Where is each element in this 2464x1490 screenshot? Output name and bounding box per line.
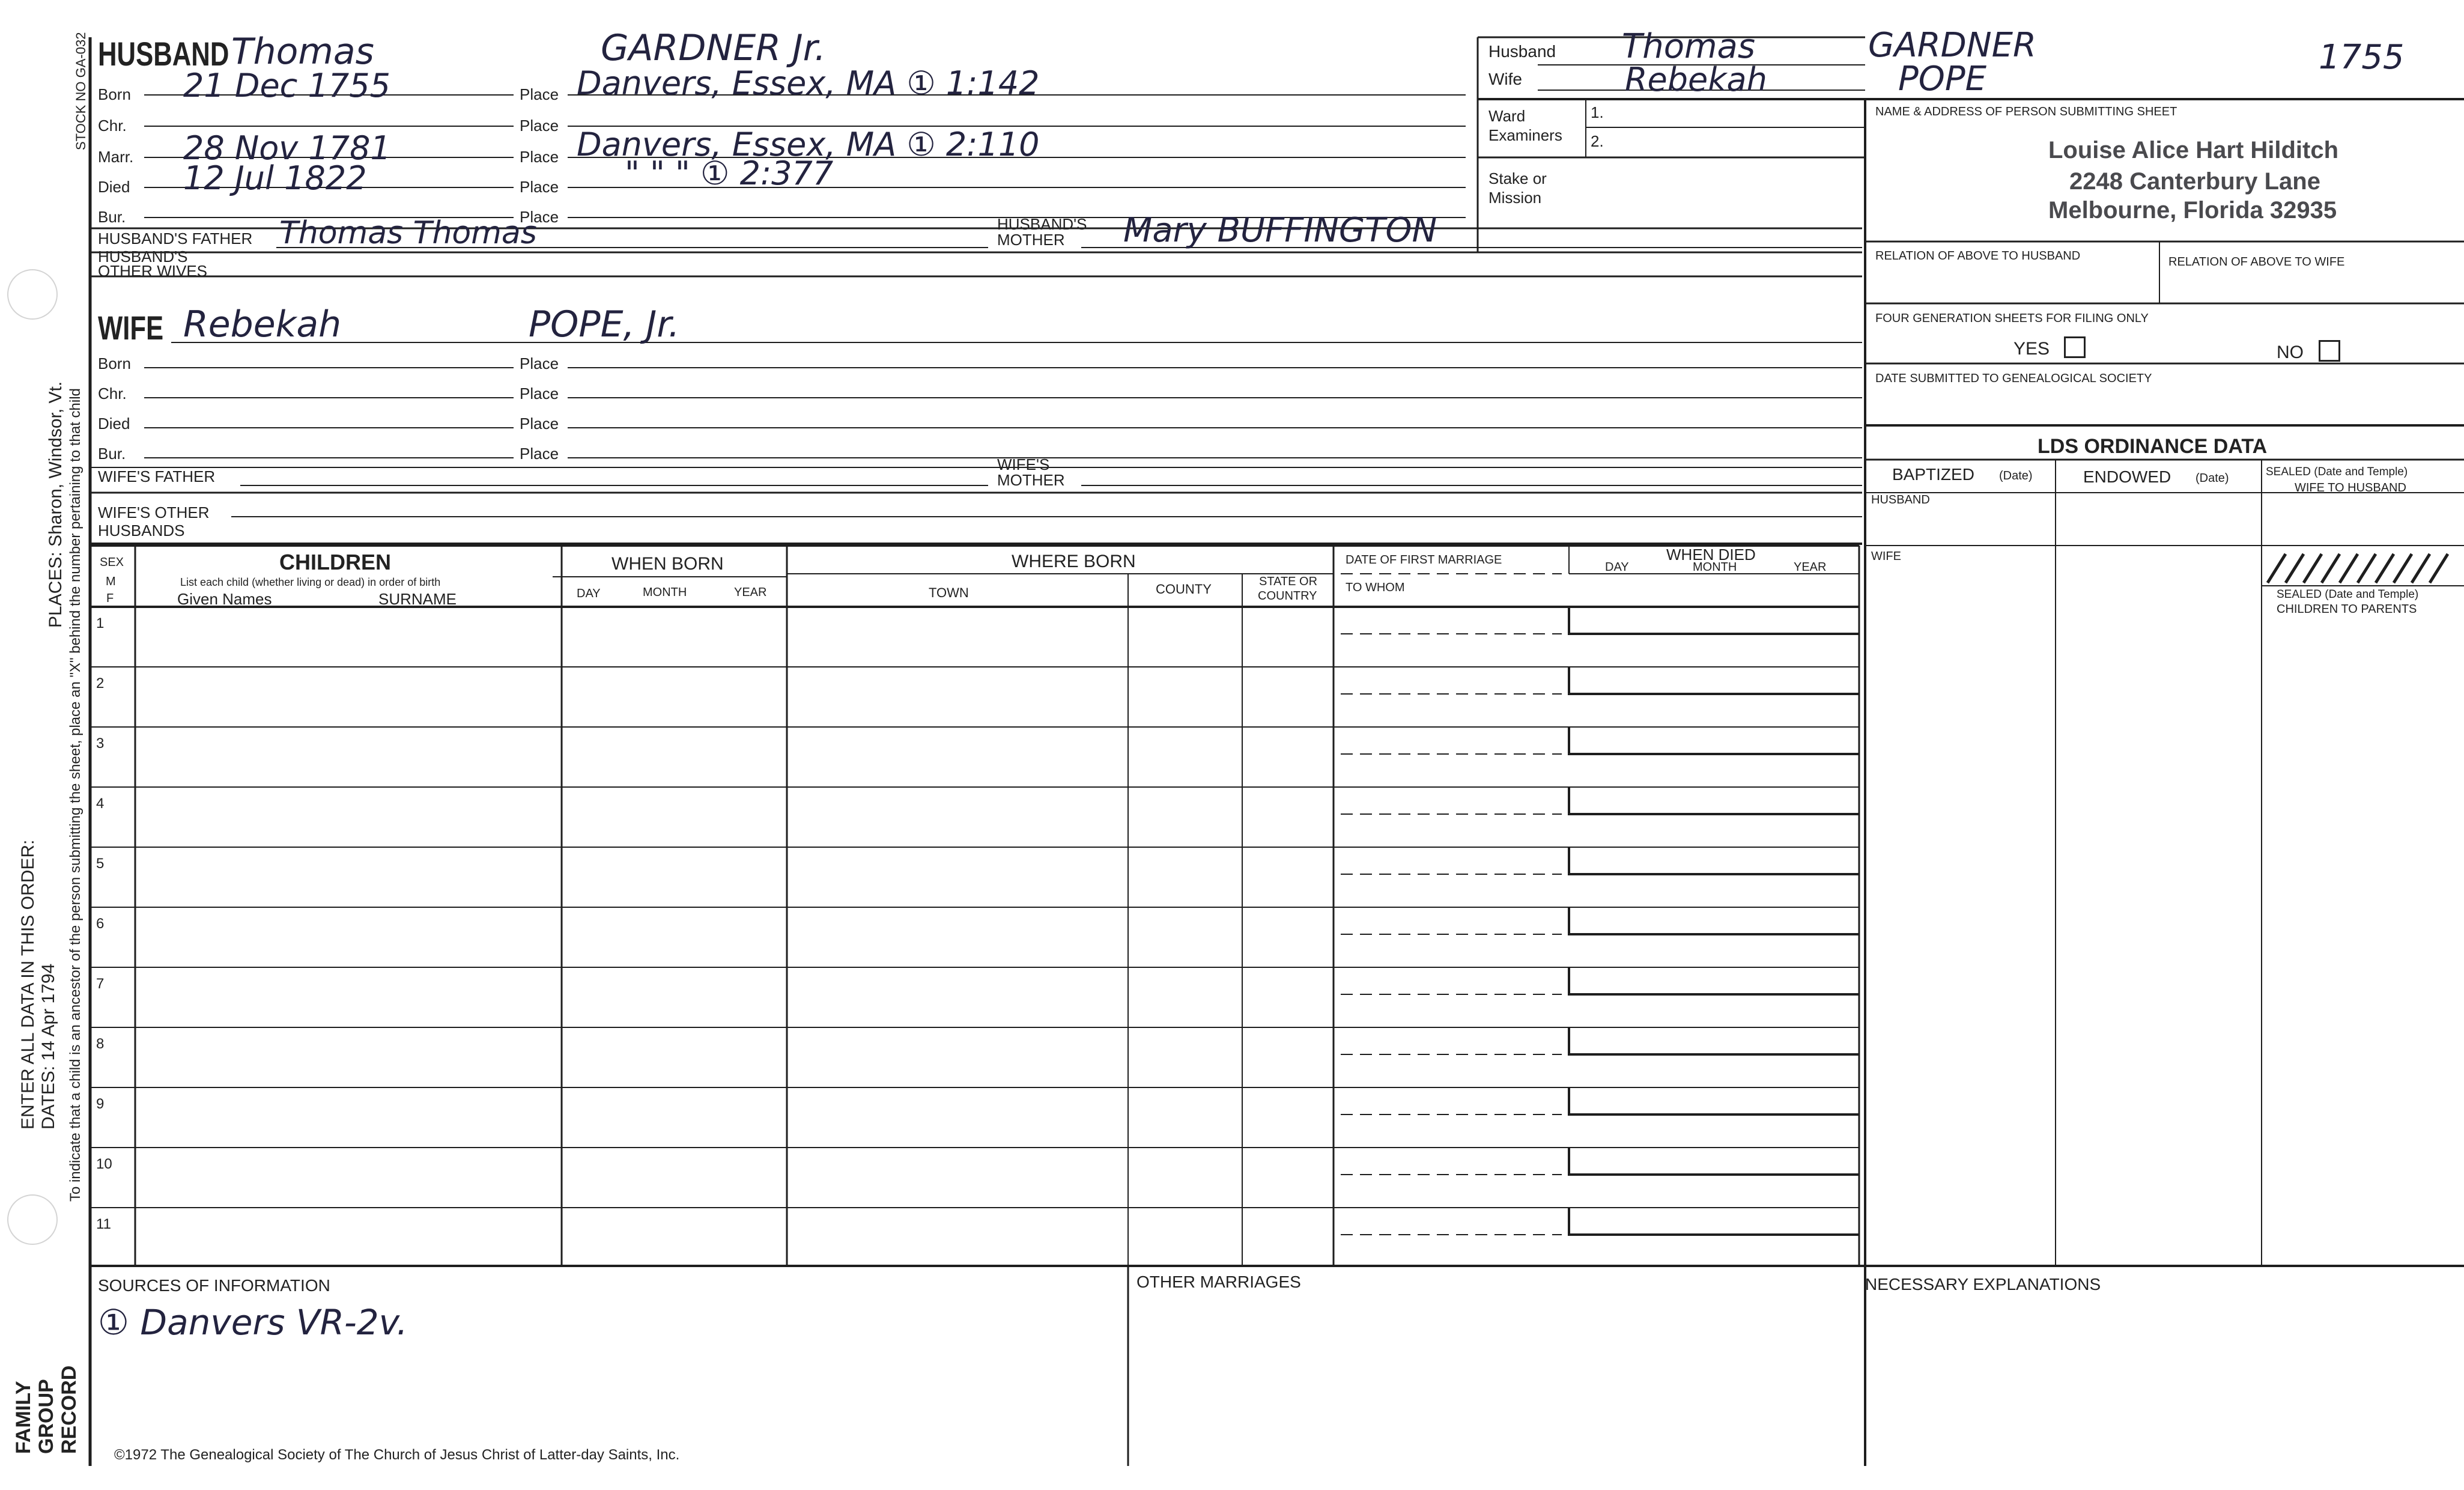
given-names-header: Given Names <box>177 590 272 608</box>
ward-label-2: Examiners <box>1488 126 1562 144</box>
husband-mother-label-2: MOTHER <box>997 231 1065 249</box>
children-title: CHILDREN <box>279 550 391 574</box>
where-born-header: WHERE BORN <box>1012 552 1136 571</box>
baptized-label: BAPTIZED <box>1892 465 1974 484</box>
husband-father-label: HUSBAND'S FATHER <box>98 230 253 248</box>
first-marriage-header: DATE OF FIRST MARRIAGE <box>1346 553 1502 567</box>
examiner-1-label: 1. <box>1591 103 1604 121</box>
stock-number: STOCK NO GA-032 <box>73 32 88 150</box>
husband-born-label: Born <box>98 85 131 103</box>
examiner-2-label: 2. <box>1591 132 1604 150</box>
husband-other-wives-label-1: HUSBAND'S <box>98 248 188 266</box>
husband-father-name: Thomas Thomas <box>279 215 537 251</box>
sex-f-label: F <box>106 592 114 605</box>
wife-bur-label: Bur. <box>98 445 126 463</box>
husband-marr-place: Danvers, Essex, MA ① 2:110 <box>577 126 1040 163</box>
places-instruction: PLACES: Sharon, Windsor, Vt. <box>46 381 65 628</box>
children-instruction: List each child (whether living or dead) in order of birth <box>180 576 441 588</box>
child-row-number: 7 <box>96 976 105 992</box>
husband-born-date: 21 Dec 1755 <box>183 67 390 105</box>
child-row-number: 2 <box>96 675 105 692</box>
copyright-notice: ©1972 The Genealogical Society of The Church of Jesus Christ of Latter-day Saints, Inc. <box>114 1447 680 1463</box>
died-year-header: YEAR <box>1794 561 1827 574</box>
sex-label: SEX <box>100 556 124 569</box>
husband-died-label: Died <box>98 178 130 196</box>
ward-label-1: Ward <box>1488 107 1526 125</box>
wife-father-label: WIFE'S FATHER <box>98 467 216 485</box>
necessary-explanations-label: NECESSARY EXPLANATIONS <box>1865 1275 2101 1294</box>
four-generation-label: FOUR GENERATION SHEETS FOR FILING ONLY <box>1875 312 2149 325</box>
wife-mother-label-1: WIFE'S <box>997 455 1050 473</box>
no-checkbox[interactable] <box>2319 340 2340 362</box>
when-born-header: WHEN BORN <box>611 554 724 574</box>
born-month-header: MONTH <box>643 586 687 599</box>
state-header-2: COUNTRY <box>1258 589 1317 603</box>
dates-instruction: DATES: 14 Apr 1794 <box>38 963 58 1130</box>
index-wife-given: Rebekah <box>1625 61 1767 99</box>
sealed-wife-label-1: SEALED (Date and Temple) <box>2266 466 2408 478</box>
husband-died-place: " " " ① 2:377 <box>625 154 834 192</box>
index-wife-label: Wife <box>1488 70 1522 88</box>
husband-given-name: Thomas <box>231 31 374 73</box>
county-header: COUNTY <box>1156 582 1212 597</box>
no-label: NO <box>2277 342 2304 362</box>
form-title-group: GROUP <box>35 1379 58 1454</box>
husband-died-place-label: Place <box>520 178 559 196</box>
stake-label-2: Mission <box>1488 189 1542 207</box>
lds-title: LDS ORDINANCE DATA <box>2038 435 2268 458</box>
index-husband-given: Thomas <box>1622 27 1756 66</box>
died-day-header: DAY <box>1605 561 1629 574</box>
to-whom-header: TO WHOM <box>1346 581 1405 594</box>
form-title-family: FAMILY <box>12 1381 35 1454</box>
husband-born-place-label: Place <box>520 85 559 103</box>
submitter-street: 2248 Canterbury Lane <box>2069 168 2320 195</box>
husband-bur-label: Bur. <box>98 208 126 226</box>
sealed-children-label-1: SEALED (Date and Temple) <box>2277 588 2419 601</box>
lds-wife-label: WIFE <box>1871 550 1901 563</box>
wife-heading: WIFE <box>98 309 164 347</box>
sources-text: ① Danvers VR-2v. <box>98 1302 408 1343</box>
child-row-number: 9 <box>96 1096 105 1112</box>
baptized-date-label: (Date) <box>1999 469 2033 482</box>
child-row-number: 10 <box>96 1156 112 1172</box>
husband-bur-place-label: Place <box>520 208 559 226</box>
husband-marr-date: 28 Nov 1781 <box>183 129 391 167</box>
husband-marr-place-label: Place <box>520 148 559 166</box>
index-wife-surname: POPE <box>1898 59 1986 99</box>
wife-died-label: Died <box>98 415 130 433</box>
relation-to-wife-label: RELATION OF ABOVE TO WIFE <box>2168 255 2345 269</box>
town-header: TOWN <box>929 585 969 600</box>
when-died-header: WHEN DIED <box>1666 546 1756 564</box>
lds-husband-label: HUSBAND <box>1871 493 1930 506</box>
husband-died-date: 12 Jul 1822 <box>183 159 367 197</box>
submitter-city: Melbourne, Florida 32935 <box>2048 197 2337 224</box>
binder-hole-top <box>7 269 58 320</box>
wife-other-husbands-label-1: WIFE'S OTHER <box>98 503 210 522</box>
husband-marr-label: Marr. <box>98 148 134 166</box>
date-submitted-label: DATE SUBMITTED TO GENEALOGICAL SOCIETY <box>1875 372 2152 385</box>
wife-surname: POPE, Jr. <box>529 303 680 345</box>
child-row-number: 8 <box>96 1036 105 1052</box>
index-husband-year: 1755 <box>2319 38 2405 77</box>
husband-chr-place-label: Place <box>520 117 559 135</box>
wife-born-place-label: Place <box>520 354 559 372</box>
sealed-wife-label-2: WIFE TO HUSBAND <box>2295 481 2406 494</box>
born-year-header: YEAR <box>734 586 767 599</box>
child-row-number: 3 <box>96 735 105 752</box>
husband-surname: GARDNER Jr. <box>601 27 826 69</box>
binder-hole-bottom <box>7 1194 58 1245</box>
husband-mother-label-1: HUSBAND'S <box>997 215 1087 233</box>
child-row-number: 6 <box>96 916 105 932</box>
wife-bur-place-label: Place <box>520 445 559 463</box>
child-row-number: 1 <box>96 615 105 631</box>
yes-label: YES <box>2013 339 2050 359</box>
yes-checkbox[interactable] <box>2064 336 2086 358</box>
husband-born-place: Danvers, Essex, MA ① 1:142 <box>577 64 1040 102</box>
submitter-name: Louise Alice Hart Hilditch <box>2048 137 2339 163</box>
relation-to-husband-label: RELATION OF ABOVE TO HUSBAND <box>1875 249 2081 263</box>
child-ancestor-instruction: To indicate that a child is an ancestor of the person submitting the sheet, place an "X" behind the number pertaining to that child <box>67 388 83 1202</box>
endowed-label: ENDOWED <box>2083 467 2171 486</box>
index-husband-label: Husband <box>1488 42 1556 61</box>
submitter-label: NAME & ADDRESS OF PERSON SUBMITTING SHEET <box>1875 105 2177 118</box>
wife-chr-place-label: Place <box>520 385 559 403</box>
endowed-date-label: (Date) <box>2195 472 2229 485</box>
enter-data-instruction: ENTER ALL DATA IN THIS ORDER: <box>18 839 38 1130</box>
husband-mother-name: Mary BUFFINGTON <box>1123 211 1437 250</box>
died-month-header: MONTH <box>1693 561 1737 574</box>
husband-other-wives-label-2: OTHER WIVES <box>98 262 208 280</box>
wife-born-label: Born <box>98 354 131 372</box>
husband-chr-label: Chr. <box>98 117 127 135</box>
child-row-number: 11 <box>96 1216 111 1232</box>
surname-header: SURNAME <box>378 590 457 608</box>
index-husband-surname: GARDNER <box>1868 26 2036 65</box>
wife-chr-label: Chr. <box>98 385 127 403</box>
wife-mother-label-2: MOTHER <box>997 471 1065 489</box>
husband-heading: HUSBAND <box>98 35 229 73</box>
sealed-children-label-2: CHILDREN TO PARENTS <box>2277 603 2417 616</box>
born-day-header: DAY <box>577 587 601 600</box>
child-row-number: 4 <box>96 795 105 812</box>
child-row-number: 5 <box>96 856 105 872</box>
wife-given-name: Rebekah <box>183 303 342 345</box>
wife-other-husbands-label-2: HUSBANDS <box>98 522 185 540</box>
sources-label: SOURCES OF INFORMATION <box>98 1276 330 1295</box>
sex-m-label: M <box>106 575 116 588</box>
stake-label-1: Stake or <box>1488 169 1547 187</box>
form-title-record: RECORD <box>58 1365 80 1454</box>
wife-died-place-label: Place <box>520 415 559 433</box>
other-marriages-label: OTHER MARRIAGES <box>1136 1273 1301 1291</box>
state-header-1: STATE OR <box>1259 575 1318 588</box>
